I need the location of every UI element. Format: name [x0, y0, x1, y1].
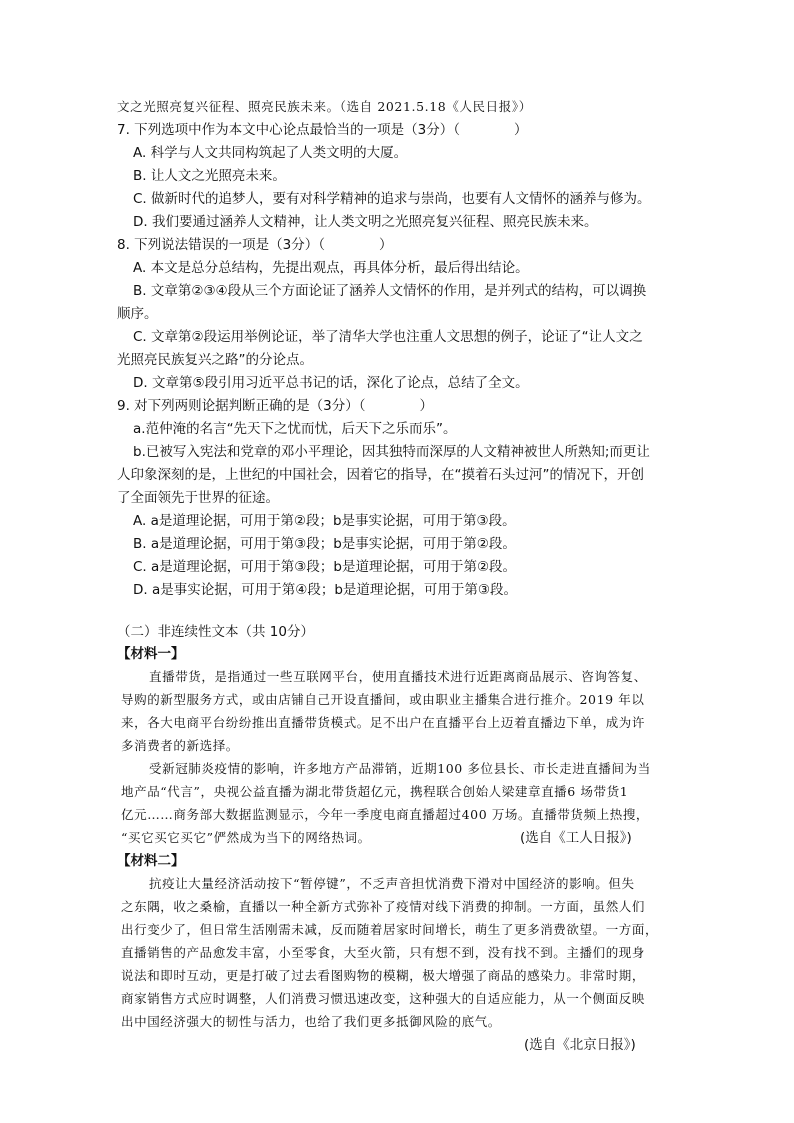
m1-line-7: 亿元……商务部大数据监测显示，今年一季度电商直播超过400 万场。直播带货频上热搜， — [121, 807, 650, 822]
q9-evidence-b-line1: b.已被写入宪法和党章的邓小平理论，因其独特而深厚的人文精神被世人所熟知;而更让 — [133, 444, 650, 460]
material2-label: 【材料二】 — [117, 853, 185, 869]
m2-source: (选自《北京日报》) — [524, 1037, 636, 1053]
m2-line-4: 直播销售的产品愈发丰富，小至零食，大至火箭，只有想不到，没有找不到。主播们的现身 — [121, 945, 646, 960]
q8-stem: 8. 下列说法错误的一项是（3分）（ ） — [117, 237, 393, 253]
q7-option-c: C. 做新时代的追梦人，要有对科学精神的追求与崇尚，也要有人文情怀的涵养与修为。 — [133, 191, 651, 207]
q9-option-c: C. a是道理论据，可用于第③段；b是道理论据，可用于第②段。 — [133, 559, 517, 575]
m2-line-2: 之东隅，收之桑榆，直播以一种全新方式弥补了疫情对线下消费的抑制。一方面，虽然人们 — [121, 899, 646, 914]
m1-line-4: 多消费者的新选择。 — [121, 738, 239, 753]
q9-evidence-a: a.范仲淹的名言“先天下之忧而忧，后天下之乐而乐”。 — [133, 421, 457, 437]
q9-option-b: B. a是道理论据，可用于第③段；b是事实论据，可用于第②段。 — [133, 536, 516, 552]
q8-option-b-line2: 顺序。 — [117, 306, 158, 322]
q7-option-b: B. 让人文之光照亮未来。 — [133, 168, 286, 184]
section2-title: （二）非连续性文本（共 10分） — [117, 624, 314, 640]
q9-option-a: A. a是道理论据，可用于第②段；b是事实论据，可用于第③段。 — [133, 513, 516, 529]
m1-line-2: 导购的新型服务方式，或由店铺自己开设直播间，或由职业主播集合进行推介。2019 年以 — [121, 692, 645, 707]
q8-option-c-line1: C. 文章第②段运用举例论证，举了清华大学也注重人文思想的例子，论证了“让人文之 — [133, 329, 643, 345]
m2-line-1: 抗疫让大量经济活动按下“暂停键”，不乏声音担忧消费下滑对中国经济的影响。但失 — [149, 876, 635, 891]
intro-line: 文之光照亮复兴征程、照亮民族未来。（选自 2021.5.18《人民日报》） — [117, 99, 532, 114]
m1-line-8: “买它买它买它”俨然成为当下的网络热词。 — [121, 830, 371, 845]
q8-option-b-line1: B. 文章第②③④段从三个方面论证了涵养人文情怀的作用，是并列式的结构，可以调换 — [133, 283, 647, 299]
m2-line-6: 商家销售方式应时调整，人们消费习惯迅速改变，这种强大的自适应能力，从一个侧面反映 — [121, 991, 646, 1006]
q8-option-a: A. 本文是总分总结构，先提出观点，再具体分析，最后得出结论。 — [133, 260, 529, 276]
q7-option-d: D. 我们要通过涵养人文精神，让人类文明之光照亮复兴征程、照亮民族未来。 — [133, 214, 598, 230]
m2-line-7: 出中国经济强大的韧性与活力，也给了我们更多抵御风险的底气。 — [121, 1014, 501, 1029]
m1-line-6: 地产品“代言”，央视公益直播为湖北带货超亿元，携程联合创始人梁建章直播6 场带货1 — [121, 784, 629, 799]
q9-evidence-b-line2: 人印象深刻的是，上世纪的中国社会，因着它的指导，在“摸着石头过河”的情况下，开创 — [117, 467, 644, 483]
q8-option-c-line2: 光照亮民族复兴之路”的分论点。 — [117, 352, 313, 368]
q9-evidence-b-line3: 了全面领先于世界的征途。 — [117, 490, 279, 506]
q9-option-d: D. a是事实论据，可用于第④段；b是道理论据，可用于第③段。 — [133, 582, 518, 598]
material1-label: 【材料一】 — [117, 646, 185, 662]
m2-line-5: 说法和即时互动，更是打破了过去看图购物的模糊，极大增强了商品的感染力。非常时期， — [121, 968, 646, 983]
q9-stem: 9. 对下列两则论据判断正确的是（3分）（ ） — [117, 398, 434, 414]
m2-line-3: 出行变少了，但日常生活刚需未减，反而随着居家时间增长，萌生了更多消费欲望。一方面， — [121, 922, 659, 937]
q7-option-a: A. 科学与人文共同构筑起了人类文明的大厦。 — [133, 145, 408, 161]
q7-stem: 7. 下列选项中作为本文中心论点最恰当的一项是（3分）（ ） — [117, 122, 528, 138]
m1-line-5: 受新冠肺炎疫情的影响，许多地方产品滞销，近期100 多位县长、市长走进直播间为当 — [149, 761, 651, 776]
m1-line-3: 来，各大电商平台纷纷推出直播带货模式。足不出户在直播平台上迈着直播边下单，成为许 — [121, 715, 646, 730]
q8-option-d: D. 文章第⑤段引用习近平总书记的话，深化了论点，总结了全文。 — [133, 375, 529, 391]
m1-source: (选自《工人日报》) — [520, 830, 632, 846]
m1-line-1: 直播带货，是指通过一些互联网平台，使用直播技术进行近距离商品展示、咨询答复、 — [149, 669, 647, 684]
